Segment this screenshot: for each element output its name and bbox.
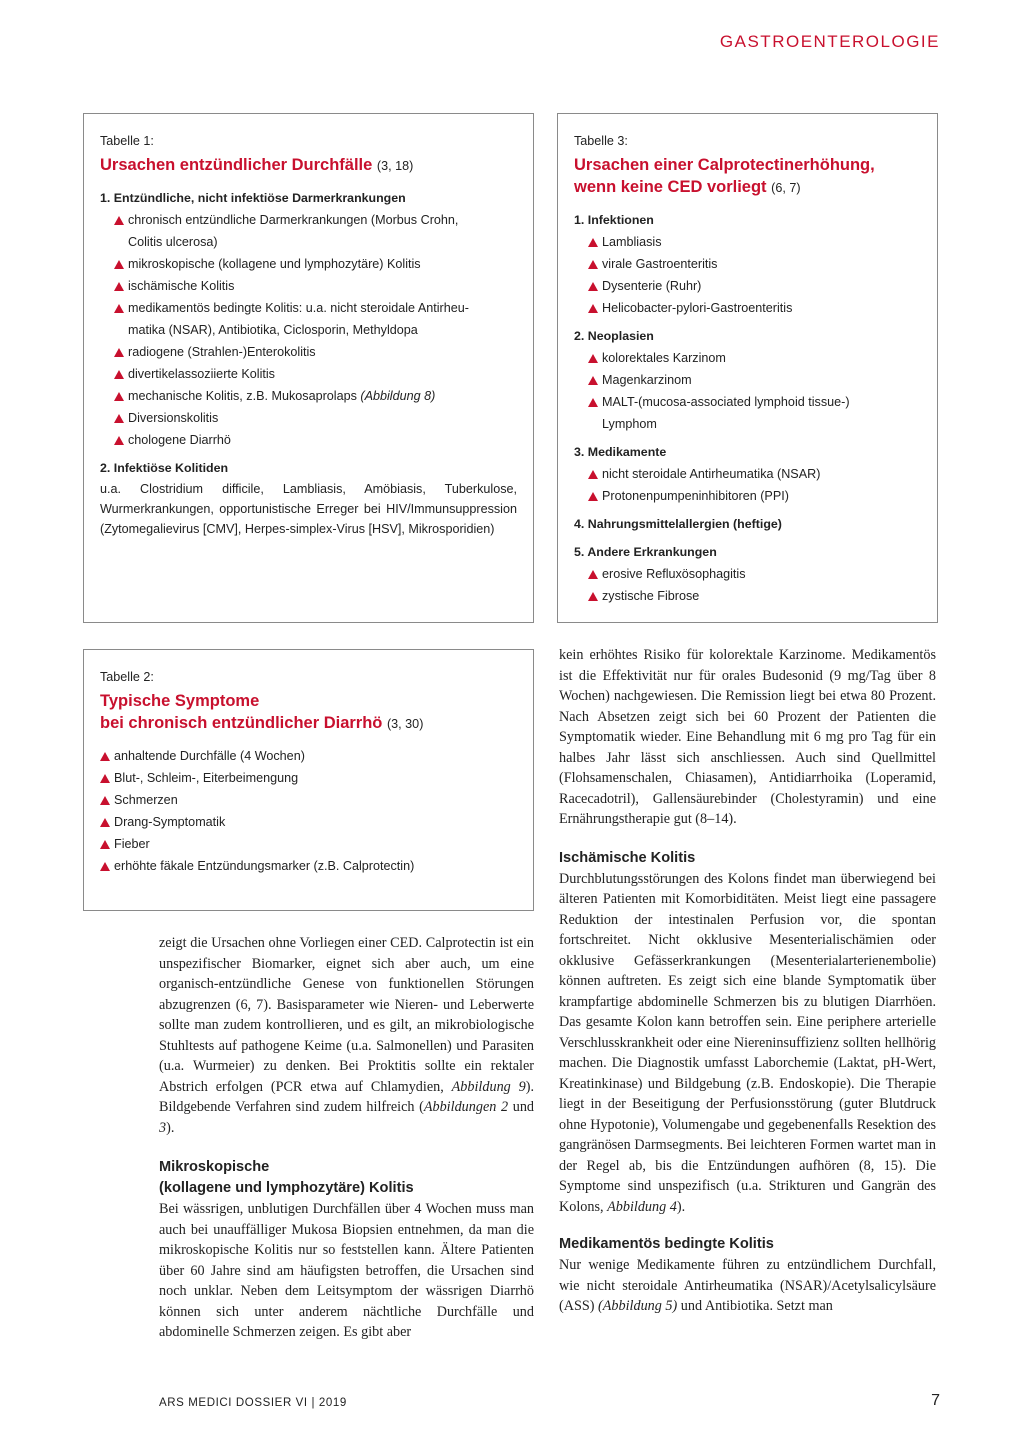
table-3-group-1-heading: 1. Infektionen — [574, 213, 654, 227]
list-item — [588, 463, 921, 485]
body-paragraph — [159, 933, 534, 1138]
table-2-reference: (3, 30) — [386, 717, 424, 731]
figure-reference: (Abbildung 5) — [598, 1298, 678, 1314]
list-item-text: Blut-, Schleim-, Eiterbeimengung — [114, 771, 299, 785]
section-heading-medikamentoes-kolitis: Medikamentös bedingte Kolitis — [559, 1236, 774, 1252]
list-item-text: erhöhte fäkale Entzündungsmarker (z.B. Calprotectin) — [114, 859, 415, 873]
table-1-title-text: Ursachen entzündlicher Durchfälle — [100, 156, 373, 174]
list-item-text: Fieber — [114, 837, 150, 851]
list-item — [114, 275, 517, 297]
figure-reference: Abbildungen 2 — [423, 1099, 509, 1115]
list-item-text: chologene Diarrhö — [128, 433, 231, 447]
right-text-column — [559, 645, 936, 1317]
list-item — [114, 385, 517, 407]
list-item-text-cont: Lymphom — [602, 417, 657, 431]
table-3-reference: (6, 7) — [771, 181, 801, 195]
section-heading-ischaemische-kolitis: Ischämische Kolitis — [559, 849, 696, 866]
list-item-text: nicht steroidale Antirheumatika (NSAR) — [602, 467, 821, 481]
table-3-group-2-heading: 2. Neoplasien — [574, 329, 654, 343]
table-2-title-line-2: bei chronisch entzündlicher Diarrhö — [100, 714, 383, 732]
table-3-title — [574, 154, 921, 199]
list-item — [100, 833, 517, 855]
text-run: und Antibiotika. Setzt man — [677, 1298, 833, 1314]
table-1-group-2-heading: 2. Infektiöse Kolitiden — [100, 461, 229, 475]
table-1-group-1-list — [100, 209, 517, 451]
list-item — [588, 585, 921, 607]
list-item — [100, 855, 517, 877]
section-header: GASTROENTEROLOGIE — [719, 32, 940, 51]
list-item-text-cont: matika (NSAR), Antibiotika, Ciclosporin, Methyldopa — [128, 323, 418, 337]
list-item-text: Diversionskolitis — [128, 411, 219, 425]
list-item-text: erosive Refluxösophagitis — [602, 567, 746, 581]
table-1-box — [83, 113, 534, 623]
list-item — [100, 789, 517, 811]
text-run: ). — [166, 1119, 175, 1136]
table-3-title-line-1: Ursachen einer Calprotectinerhöhung, — [574, 156, 875, 174]
list-item — [114, 297, 517, 341]
table-2-list — [100, 745, 517, 877]
table-3-group-3-heading: 3. Medikamente — [574, 445, 667, 459]
table-1-label: Tabelle 1: — [100, 134, 154, 148]
text-run: ). Bildgebende Verfahren sind zudem hilfreich ( — [159, 1078, 534, 1115]
list-item — [588, 297, 921, 319]
list-item-text: zystische Fibrose — [602, 589, 700, 603]
body-paragraph — [559, 1255, 936, 1317]
list-item — [114, 341, 517, 363]
table-3-box — [557, 113, 938, 623]
table-3-title-line-2: wenn keine CED vorliegt — [574, 178, 767, 196]
table-3-group-3-list — [574, 463, 921, 507]
list-item-text: Drang-Symptomatik — [114, 815, 226, 829]
table-3-group-1-list — [574, 231, 921, 319]
list-item — [100, 767, 517, 789]
list-item-text: Helicobacter-pylori-Gastroenteritis — [602, 301, 793, 315]
list-item-text: chronisch entzündliche Darmerkrankungen (Morbus Crohn, — [128, 213, 459, 227]
list-item — [114, 253, 517, 275]
list-item — [100, 745, 517, 767]
table-3-group-2-list — [574, 347, 921, 435]
list-item-text: Lambliasis — [602, 235, 662, 249]
table-3-group-4-heading: 4. Nahrungsmittelallergien (heftige) — [574, 517, 782, 531]
table-3-group-5-heading: 5. Andere Erkrankungen — [574, 545, 717, 559]
text-run: und — [508, 1099, 534, 1115]
text-run: zeigt die Ursachen ohne Vorliegen einer CED. Calprotectin ist ein unspezifischer Biomarker, eignet sich aber auch, um eine organisch-entzündliche Genese von funktionellen Störungen abzugrenzen (6, 7). Basisparameter wie Nieren- und Leberwerte sollte man zudem kontrollieren, und es gilt, an mikrobiologische Stuhltests auf pathogene Keime (u.a. Salmonellen) und Parasiten (u.a. Wurmeier) zu denken. Bei Proktitis sollte ein rektaler Abstrich erfolgen (PCR etwa auf Chlamydien, — [159, 935, 534, 1095]
list-item-text: mikroskopische (kollagene und lymphozytäre) Kolitis — [128, 257, 421, 271]
list-item — [114, 407, 517, 429]
heading-line: Mikroskopische — [159, 1159, 270, 1175]
list-item — [588, 369, 921, 391]
list-item-text: MALT-(mucosa-associated lymphoid tissue-) — [602, 395, 850, 409]
list-item — [588, 253, 921, 275]
list-item-text: kolorektales Karzinom — [602, 351, 726, 365]
list-item-text: Schmerzen — [114, 793, 178, 807]
list-item — [588, 231, 921, 253]
table-2-title-line-1: Typische Symptome — [100, 692, 260, 710]
table-2-label: Tabelle 2: — [100, 670, 154, 684]
page-number: 7 — [931, 1392, 940, 1409]
table-1-reference: (3, 18) — [376, 159, 414, 173]
table-1-group-2-text: u.a. Clostridium difficile, Lambliasis, Amöbiasis, Tuberkulose, Wurmerkrankungen, opportunistische Erreger bei HIV/Immunsuppression (Zytomegalievirus [CMV], Herpes-simplex-Virus [HSV], Mikrosporidien) — [100, 482, 517, 536]
body-paragraph: kein erhöhtes Risiko für kolorektale Karzinome. Medikamentös ist die Effektivität nur für orales Budesonid (9 mg/Tag über 8 Wochen) nachgewiesen. Die Remission liegt bei etwa 80 Prozent. Nach Absetzen zeigt sich bei 60 Prozent der Patienten die Symptomatik wieder. Eine Behandlung mit 6 mg pro Tag für ein halbes Jahr lässt sich anschliessen. Auch sind Quellmittel (Flohsamenschalen, Chiasamen), Antidiarrhoika (Loperamid, Racecadotril), Gallensäurebinder (Cholestyramin) und eine Ernährungstherapie gut (8–14). — [559, 647, 936, 827]
text-run: Nur wenige Medikamente führen zu entzündlichem Durchfall, wie nicht steroidale Antirheumatika (NSAR)/Acetylsalicylsäure (ASS) — [559, 1257, 936, 1314]
list-item-text: Protonenpumpeninhibitoren (PPI) — [602, 489, 789, 503]
body-paragraph — [559, 869, 936, 1218]
figure-reference: 3 — [159, 1119, 167, 1136]
list-item-text: mechanische Kolitis, z.B. Mukosaprolaps — [128, 389, 357, 403]
section-heading-mikroskopische-kolitis — [159, 1157, 534, 1199]
left-text-column — [159, 933, 534, 1343]
figure-reference: Abbildung 9 — [451, 1078, 526, 1095]
list-item-text: ischämische Kolitis — [128, 279, 235, 293]
list-item-text: radiogene (Strahlen-)Enterokolitis — [128, 345, 316, 359]
list-item — [588, 563, 921, 585]
table-2-box — [83, 649, 534, 911]
body-paragraph: Bei wässrigen, unblutigen Durchfällen über 4 Wochen muss man auch bei unauffälliger Mukosa Biopsien entnehmen, da man die mikroskopische Kolitis nur so feststellen kann. Ältere Patienten über 60 Jahre sind am häufigsten betroffen, die Ursachen sind noch unklar. Neben dem Leitsymptom der wässrigen Diarrhö können sich unter anderem nächtliche Durchfälle und abdominelle Schmerzen zeigen. Es gibt aber — [159, 1201, 534, 1340]
journal-footer: ARS MEDICI DOSSIER VI | 2019 — [159, 1397, 347, 1409]
figure-reference: (Abbildung 8) — [360, 389, 436, 403]
list-item — [588, 275, 921, 297]
text-run: ). — [676, 1198, 686, 1215]
list-item — [114, 209, 517, 253]
list-item-text: medikamentös bedingte Kolitis: u.a. nicht steroidale Antirheu- — [128, 301, 469, 315]
list-item — [114, 363, 517, 385]
list-item-text: virale Gastroenteritis — [602, 257, 718, 271]
table-3-group-5-list — [574, 563, 921, 607]
list-item — [114, 429, 517, 451]
list-item-text-cont: Colitis ulcerosa) — [128, 235, 218, 249]
list-item-text: divertikelassoziierte Kolitis — [128, 367, 275, 381]
table-1-title — [100, 154, 517, 177]
list-item-text: Magenkarzinom — [602, 373, 692, 387]
list-item-text: Dysenterie (Ruhr) — [602, 279, 702, 293]
figure-reference: Abbildung 4 — [607, 1198, 677, 1215]
list-item — [588, 347, 921, 369]
list-item-text: anhaltende Durchfälle (4 Wochen) — [114, 749, 305, 763]
text-run: Durchblutungsstörungen des Kolons findet man überwiegend bei älteren Patienten mit Komorbiditäten. Meist liegt eine passagere Reduktion der intestinalen Perfusion vor, die spontan fortschreitet. Nicht okklusive Mesenterialischämien oder okklusive Gefässerkrankungen (Mesenterialarterienembolie) können auftreten. Es zeigt sich eine blande Symptomatik über krampfartige abdominelle Schmerzen bis zu blutigen Diarrhöen. Das gesamte Kolon kann betroffen sein. Eine periphere arterielle Verschlusskrankheit oder eine Niereninsuffizienz sollten hellhörig machen. Die Diagnostik umfasst Laborchemie (Laktat, pH-Wert, Kreatinkinase) und Bildgebung (z.B. Endoskopie). Die Therapie liegt in der Beseitigung der Perfusionsstörung (guter Blutdruck ohne Hypotonie), Volumengabe und gegebenenfalls Resektion des gangränösen Darmsegments. Bei leichteren Formen wartet man in der Regel ab, bis die Entzündungen aufhören (8, 15). Die Symptome sind unspezifisch (u.a. Strikturen und Gangrän des Kolons, — [559, 870, 936, 1215]
table-3-label: Tabelle 3: — [574, 134, 628, 148]
list-item — [588, 391, 921, 435]
list-item — [588, 485, 921, 507]
list-item — [100, 811, 517, 833]
heading-line: (kollagene und lymphozytäre) Kolitis — [159, 1180, 414, 1196]
table-1-group-1-heading: 1. Entzündliche, nicht infektiöse Darmerkrankungen — [100, 191, 406, 205]
table-2-title — [100, 690, 517, 735]
